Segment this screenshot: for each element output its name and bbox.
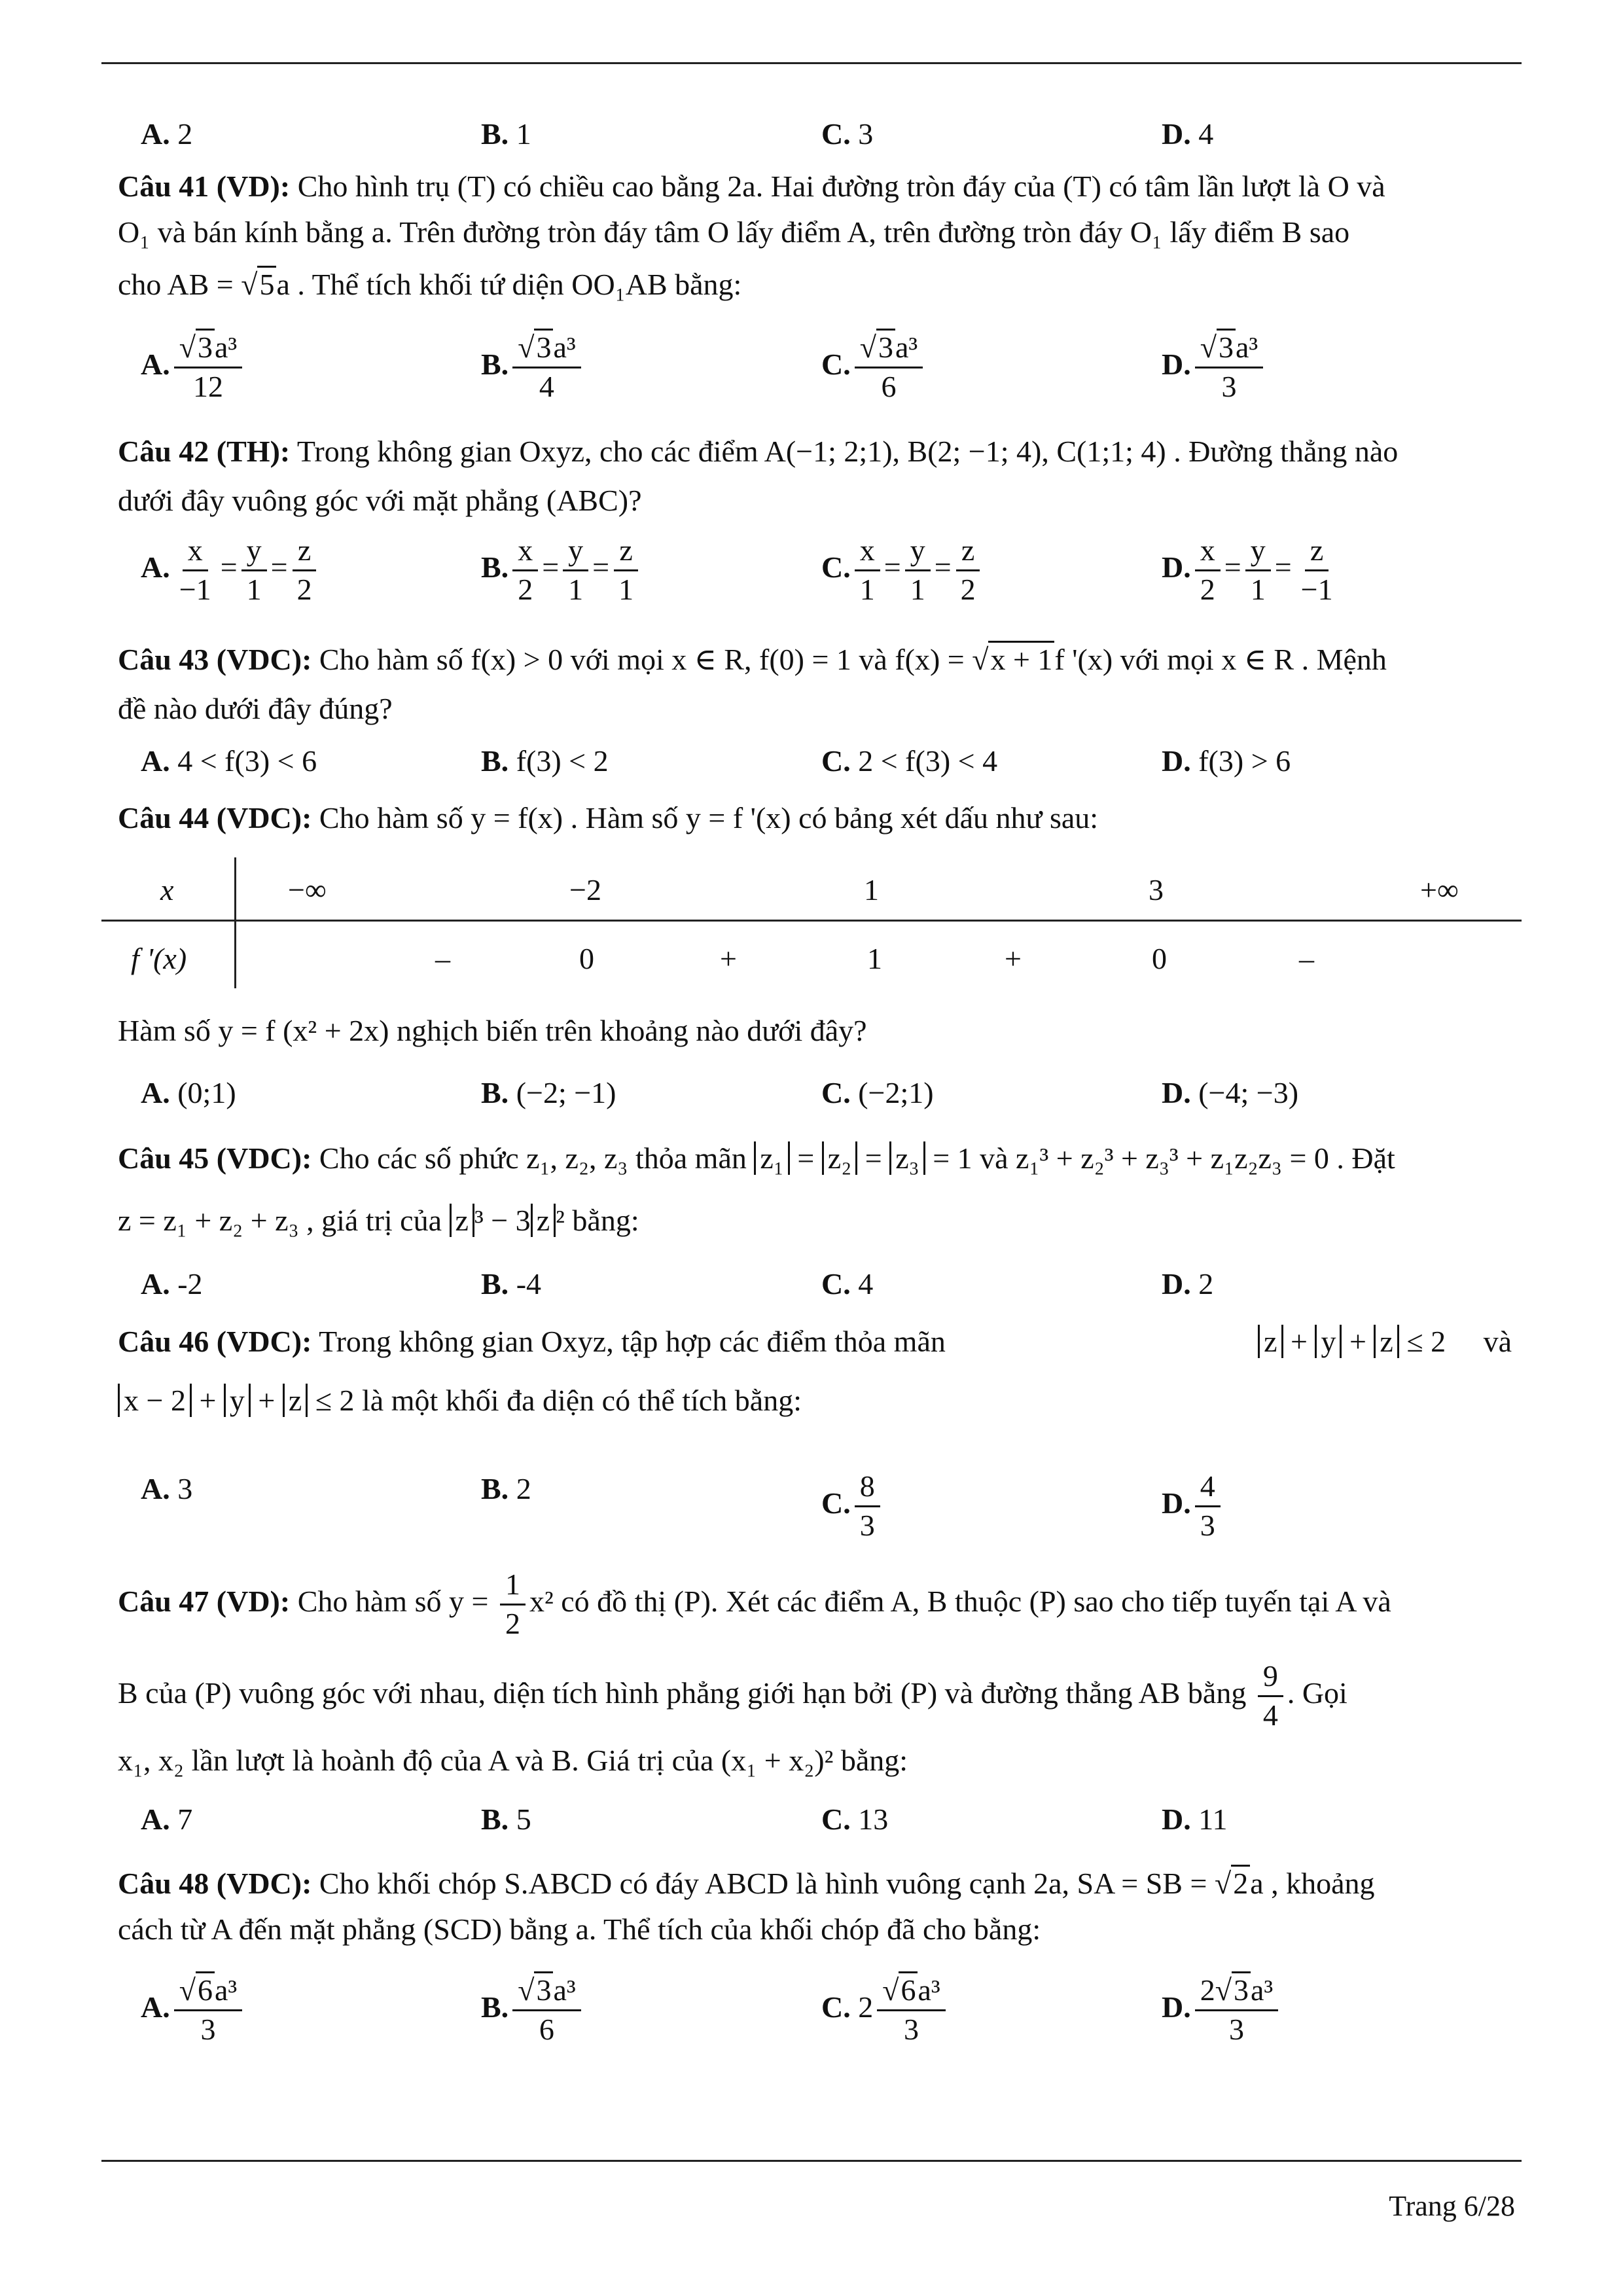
q45-option-a: A. -2 xyxy=(141,1267,203,1300)
q46-option-a: A. 3 xyxy=(141,1472,193,1505)
q42-option-c: C. $\frac{x}{1}$ = $\frac{y}{1}$ = $\frac{z}{2}$ xyxy=(821,533,985,607)
fraction: $\frac{\text{√3a³}}{4}$ xyxy=(512,331,580,404)
q43-option-b: B. f(3) < 2 xyxy=(481,744,609,778)
table-row-label-fprime: f '(x) xyxy=(131,942,187,975)
q43-option-a: A. 4 < f(3) < 6 xyxy=(141,744,317,778)
q46-line-2: x − 2 + y + z ≤ 2 là một khối đa diện có thể tích bằng: xyxy=(118,1381,1512,1420)
q41-option-c: C. $\frac{\text{√3a³}}{6}$ xyxy=(821,331,927,404)
fraction: $\frac{\text{√6a³}}{3}$ xyxy=(174,1973,242,2047)
q43-option-d: D. f(3) > 6 xyxy=(1162,744,1291,778)
table-cell: 3 xyxy=(1149,873,1164,906)
q46-option-b: B. 2 xyxy=(481,1472,531,1505)
q48-option-c: C. 2 $\frac{\text{√6a³}}{3}$ xyxy=(821,1973,950,2047)
table-cell: – xyxy=(1299,942,1314,975)
table-cell: −∞ xyxy=(288,873,327,906)
q47-line-2: B của (P) vuông góc với nhau, diện tích hình phẳng giới hạn bởi (P) và đường thẳng AB bằng $\frac{9}{4}$ . Gọi xyxy=(118,1659,1347,1732)
q42-option-b: B. $\frac{x}{2}$ = $\frac{y}{1}$ = $\frac{z}{1}$ xyxy=(481,533,643,607)
q45-line-1: Câu 45 (VDC): Cho các số phức z₁, z₂, z₃ thỏa mãn z₁ = z₂ = z₃ = 1 và z₁³ + z₂³ + z₃³ + z₁z₂z₃ = 0 . Đặt xyxy=(118,1141,1395,1175)
fraction: $\frac{\text{2√3a³}}{3}$ xyxy=(1195,1973,1278,2047)
q47-line-3: x₁, x₂ lần lượt là hoành độ của A và B. Giá trị của (x₁ + x₂)² bằng: xyxy=(118,1744,908,1777)
q41-line-3: cho AB = √5a . Thể tích khối tứ diện OO₁AB bằng: xyxy=(118,265,1512,304)
q47-option-a: A. 7 xyxy=(141,1803,193,1836)
q47-line-1: Câu 47 (VD): Cho hàm số y = $\frac{1}{2}$ x² có đồ thị (P). Xét các điểm A, B thuộc (P) sao cho tiếp tuyến tại A và xyxy=(118,1568,1391,1640)
q46-line-1: Câu 46 (VDC): Trong không gian Oxyz, tập hợp các điểm thỏa mãn z + y + z ≤ 2 và xyxy=(118,1325,1512,1358)
q41-line-2: O₁ và bán kính bằng a. Trên đường tròn đáy tâm O lấy điểm A, trên đường tròn đáy O₁ lấy điểm B sao xyxy=(118,215,1350,249)
fraction: $\frac{8}{3}$ xyxy=(855,1469,880,1543)
prev-option-d: D. 4 xyxy=(1162,117,1214,151)
q42-line-1: Câu 42 (TH): Trong không gian Oxyz, cho các điểm A(−1; 2;1), B(2; −1; 4), C(1;1; 4) . Đường thẳng nào xyxy=(118,435,1399,468)
q48-option-a: A. $\frac{\text{√6a³}}{3}$ xyxy=(141,1973,246,2047)
table-cell: – xyxy=(435,942,450,975)
table-cell: + xyxy=(1005,942,1022,975)
fraction: $\frac{\text{√3a³}}{12}$ xyxy=(174,331,242,404)
fraction: $\frac{\text{√6a³}}{3}$ xyxy=(877,1973,945,2047)
page-number: Trang 6/28 xyxy=(1389,2190,1515,2222)
table-cell: + xyxy=(720,942,737,975)
header-rule xyxy=(101,62,1522,64)
radical: √2 xyxy=(1215,1864,1250,1903)
table-row-label-x: x xyxy=(160,873,174,906)
q46-option-d: D. $\frac{4}{3}$ xyxy=(1162,1469,1224,1543)
q46-option-c: C. $\frac{8}{3}$ xyxy=(821,1469,884,1543)
q44-option-a: A. (0;1) xyxy=(141,1076,236,1109)
q45-line-2: z = z₁ + z₂ + z₃ , giá trị của z ³ − 3 z ² bằng: xyxy=(118,1204,639,1237)
q43-line-2: đề nào dưới đây đúng? xyxy=(118,692,393,725)
radical: √x + 1 xyxy=(972,640,1054,679)
fraction: $\frac{\text{√3a³}}{3}$ xyxy=(1195,331,1263,404)
q41-option-d: D. $\frac{\text{√3a³}}{3}$ xyxy=(1162,331,1267,404)
q48-option-b: B. $\frac{\text{√3a³}}{6}$ xyxy=(481,1973,585,2047)
radical: √5 xyxy=(241,265,276,304)
q42-line-2: dưới đây vuông góc với mặt phẳng (ABC)? xyxy=(118,484,642,517)
prev-option-c: C. 3 xyxy=(821,117,874,151)
q44-line-1: Câu 44 (VDC): Cho hàm số y = f(x) . Hàm số y = f '(x) có bảng xét dấu như sau: xyxy=(118,801,1099,834)
fraction: $\frac{\text{√3a³}}{6}$ xyxy=(512,1973,580,2047)
fraction: $\frac{9}{4}$ xyxy=(1258,1659,1283,1733)
q45-option-b: B. -4 xyxy=(481,1267,542,1300)
q47-option-d: D. 11 xyxy=(1162,1803,1228,1836)
fraction: $\frac{1}{2}$ xyxy=(500,1568,526,1641)
q42-option-d: D. $\frac{x}{2}$ = $\frac{y}{1}$ = $\frac{z}{-1}$ xyxy=(1162,533,1333,606)
q47-option-c: C. 13 xyxy=(821,1803,889,1836)
prev-option-a: A. 2 xyxy=(141,117,193,151)
table-cell: 0 xyxy=(1152,942,1167,975)
table-cell: 1 xyxy=(867,942,882,975)
q48-line-2: cách từ A đến mặt phẳng (SCD) bằng a. Thể tích của khối chóp đã cho bằng: xyxy=(118,1912,1041,1946)
q41-option-b: B. $\frac{\text{√3a³}}{4}$ xyxy=(481,331,585,404)
q45-option-c: C. 4 xyxy=(821,1267,874,1300)
q44-option-c: C. (−2;1) xyxy=(821,1076,934,1109)
q42-option-a: A. $\frac{x}{-1}$ = $\frac{y}{1}$ = $\frac{z}{2}$ xyxy=(141,533,321,607)
table-divider xyxy=(234,857,236,988)
fraction: $\frac{4}{3}$ xyxy=(1195,1469,1221,1543)
q48-line-1: Câu 48 (VDC): Cho khối chóp S.ABCD có đáy ABCD là hình vuông cạnh 2a, SA = SB = √2a , khoảng xyxy=(118,1864,1512,1903)
table-cell: −2 xyxy=(569,873,601,906)
table-rule xyxy=(101,920,1522,922)
q45-option-d: D. 2 xyxy=(1162,1267,1214,1300)
q44-line-2: Hàm số y = f (x² + 2x) nghịch biến trên khoảng nào dưới đây? xyxy=(118,1014,867,1047)
q43-option-c: C. 2 < f(3) < 4 xyxy=(821,744,998,778)
table-cell: +∞ xyxy=(1420,873,1459,906)
q43-line-1: Câu 43 (VDC): Cho hàm số f(x) > 0 với mọi x ∈ R, f(0) = 1 và f(x) = √x + 1f '(x) với mọi x ∈ R . Mệnh xyxy=(118,640,1512,679)
table-cell: 1 xyxy=(864,873,879,906)
q44-option-b: B. (−2; −1) xyxy=(481,1076,616,1109)
fraction: $\frac{\text{√3a³}}{6}$ xyxy=(855,331,923,404)
table-cell: 0 xyxy=(579,942,594,975)
q48-option-d: D. $\frac{\text{2√3a³}}{3}$ xyxy=(1162,1973,1282,2047)
q41-line-1: Câu 41 (VD): Cho hình trụ (T) có chiều cao bằng 2a. Hai đường tròn đáy của (T) có tâm lần lượt là O và xyxy=(118,170,1385,203)
prev-option-b: B. 1 xyxy=(481,117,531,151)
footer-rule xyxy=(101,2160,1522,2162)
q44-option-d: D. (−4; −3) xyxy=(1162,1076,1299,1109)
q47-option-b: B. 5 xyxy=(481,1803,531,1836)
q41-option-a: A. $\frac{\text{√3a³}}{12}$ xyxy=(141,331,246,404)
